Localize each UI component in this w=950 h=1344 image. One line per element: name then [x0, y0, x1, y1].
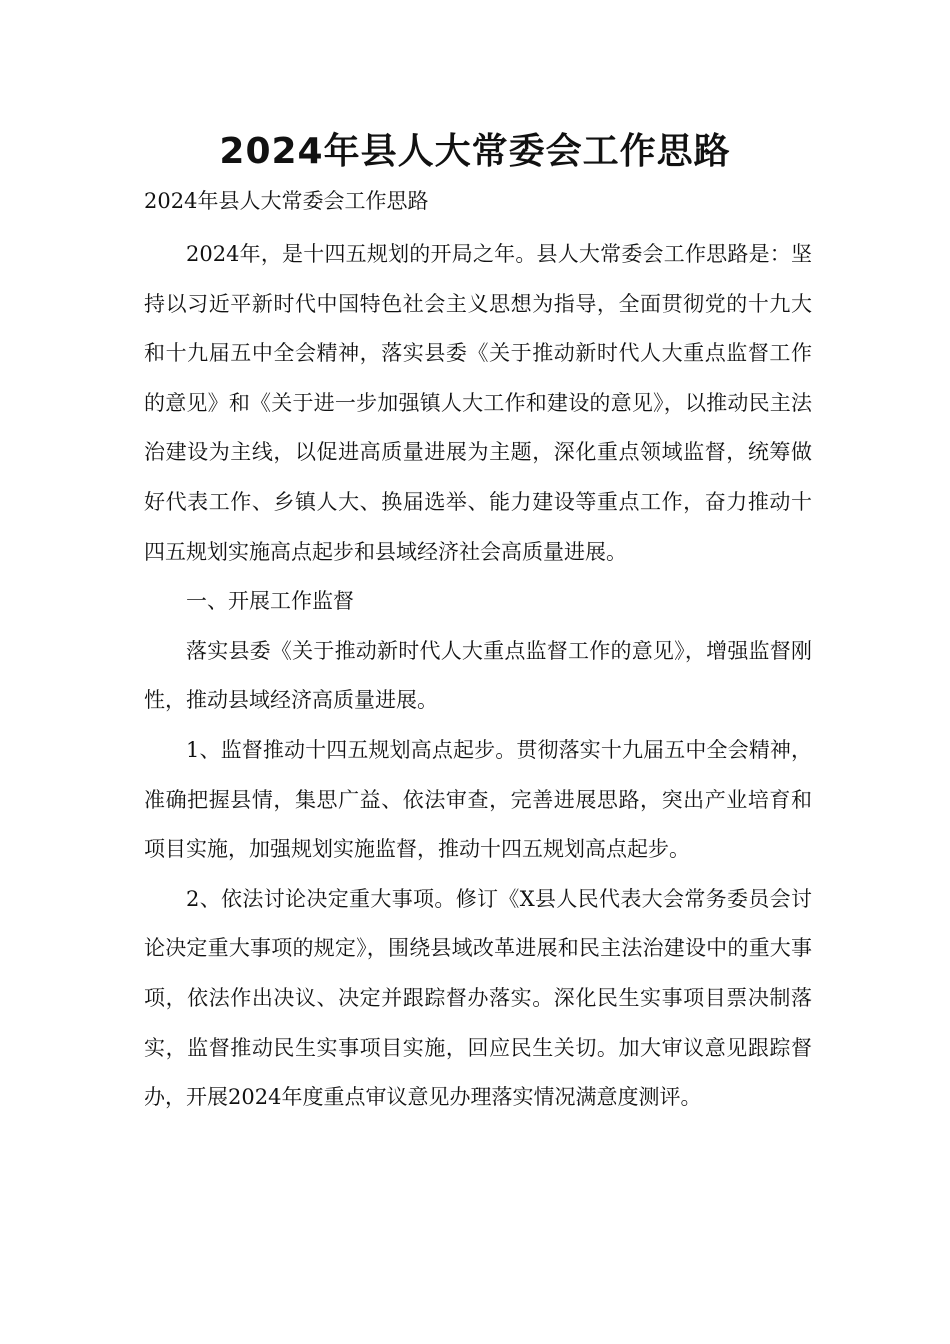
section-heading-1: 一、开展工作监督	[186, 589, 354, 614]
paragraph-section-1-intro: 落实县委《关于推动新时代人大重点监督工作的意见》，增强监督刚性，推动县域经济高质量进展。	[144, 638, 812, 713]
document-subtitle: 2024年县人大常委会工作思路	[144, 189, 429, 213]
paragraph-item-2: 2、依法讨论决定重大事项。修订《X县人民代表大会常务委员会讨论决定重大事项的规定》，围绕县域改革进展和民主法治建设中的重大事项，依法作出决议、决定并跟踪督办落实。深化民生实事项目票决制落实，监督推动民生实事项目实施，回应民生关切。加大审议意见跟踪督办，开展2024年度重点审议意见办理落实情况满意度测评。	[144, 886, 812, 1110]
paragraph-item-1: 1、监督推动十四五规划高点起步。贯彻落实十九届五中全会精神，准确把握县情，集思广益、依法审查，完善进展思路，突出产业培育和项目实施，加强规划实施监督，推动十四五规划高点起步。	[144, 737, 812, 862]
paragraph-intro: 2024年，是十四五规划的开局之年。县人大常委会工作思路是：坚持以习近平新时代中国特色社会主义思想为指导，全面贯彻党的十九大和十九届五中全会精神，落实县委《关于推动新时代人大重点监督工作的意见》和《关于进一步加强镇人大工作和建设的意见》，以推动民主法治建设为主线，以促进高质量进展为主题，深化重点领域监督，统筹做好代表工作、乡镇人大、换届选举、能力建设等重点工作，奋力推动十四五规划实施高点起步和县域经济社会高质量进展。	[144, 242, 812, 564]
document-title: 2024年县人大常委会工作思路	[219, 131, 731, 172]
document-body	[144, 230, 812, 1123]
